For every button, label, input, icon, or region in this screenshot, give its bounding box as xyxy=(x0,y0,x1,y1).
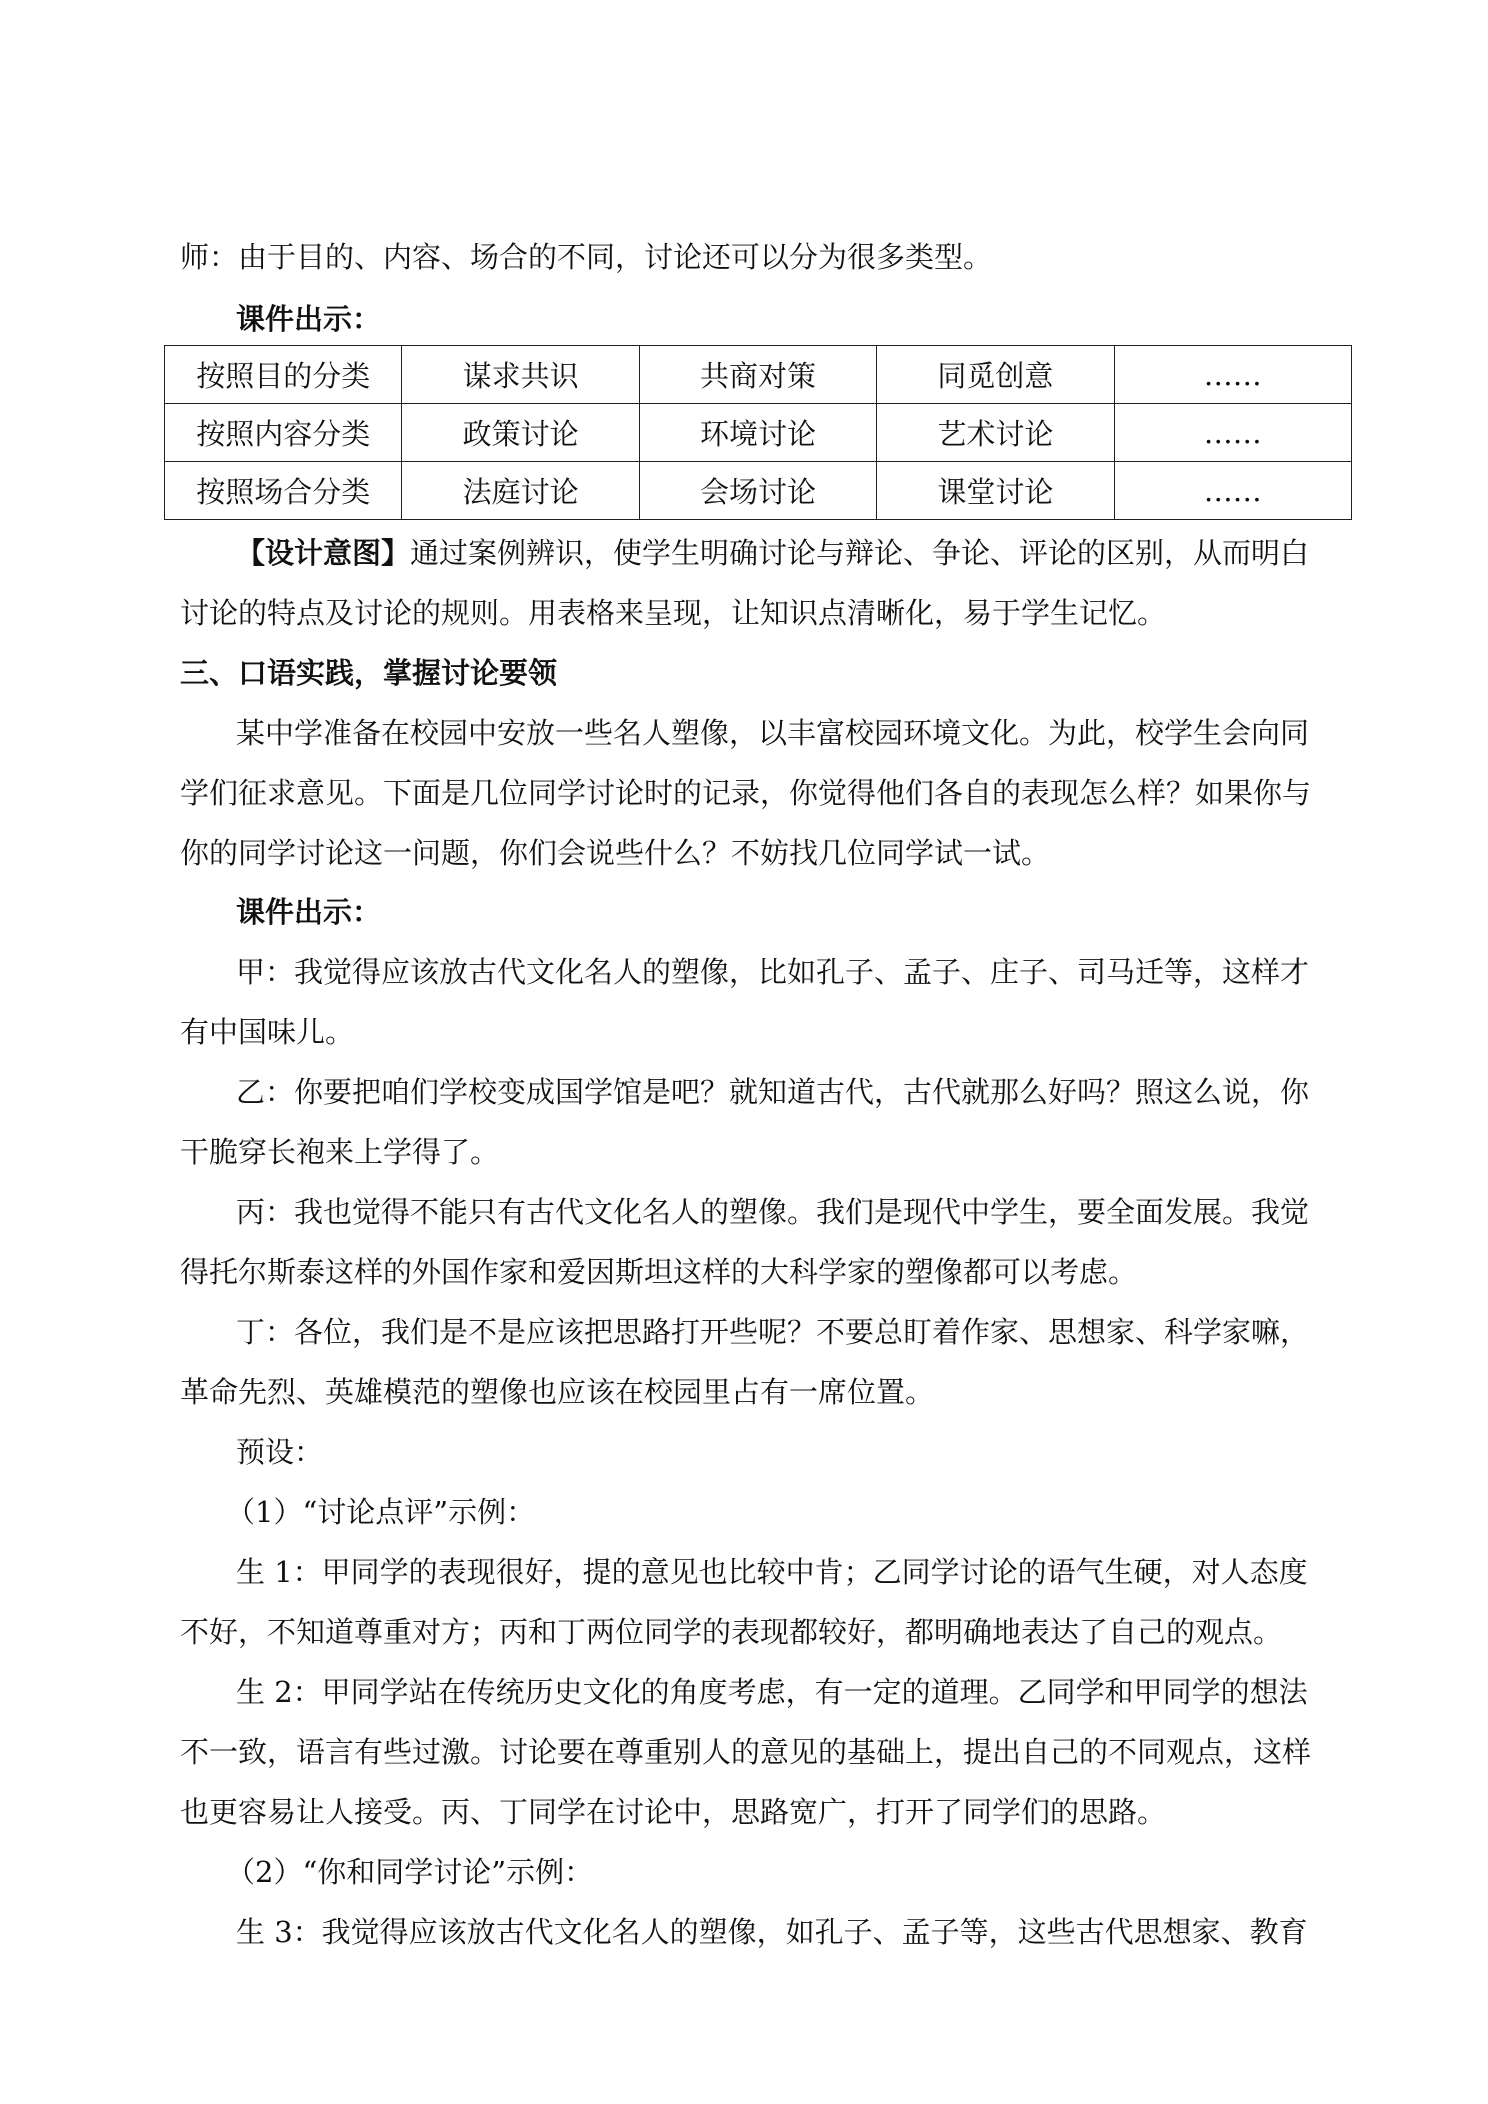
design-intent-text: 通过案例辨识，使学生明确讨论与辩论、争论、评论的区别，从而明白 xyxy=(410,536,1310,570)
paragraph: 革命先烈、英雄模范的塑像也应该在校园里占有一席位置。 xyxy=(180,1375,935,1409)
paragraph: 丙：我也觉得不能只有古代文化名人的塑像。我们是现代中学生，要全面发展。我觉 xyxy=(236,1195,1310,1229)
table-row xyxy=(165,404,1352,462)
table-cell: 艺术讨论 xyxy=(877,404,1114,462)
table-row xyxy=(165,462,1352,520)
table-cell: 同觅创意 xyxy=(877,346,1114,404)
table-cell: 按照目的分类 xyxy=(165,346,402,404)
paragraph: 学们征求意见。下面是几位同学讨论时的记录，你觉得他们各自的表现怎么样？如果你与 xyxy=(180,776,1312,810)
paragraph: 有中国味儿。 xyxy=(180,1015,355,1049)
table-cell: 谋求共识 xyxy=(402,346,639,404)
design-intent-paragraph xyxy=(236,534,1309,572)
table-cell: 法庭讨论 xyxy=(402,462,639,520)
courseware-heading: 课件出示： xyxy=(236,895,382,929)
paragraph: 乙：你要把咱们学校变成国学馆是吧？就知道古代，古代就那么好吗？照这么说，你 xyxy=(236,1075,1310,1109)
paragraph: 干脆穿长袍来上学得了。 xyxy=(180,1135,500,1169)
table-cell: 课堂讨论 xyxy=(877,462,1114,520)
paragraph: 讨论的特点及讨论的规则。用表格来呈现，让知识点清晰化，易于学生记忆。 xyxy=(180,596,1167,630)
classification-table xyxy=(164,345,1352,520)
table-cell: 会场讨论 xyxy=(639,462,876,520)
table-row xyxy=(165,346,1352,404)
design-intent-label: 【设计意图】 xyxy=(236,536,411,570)
table-cell: …… xyxy=(1114,346,1351,404)
paragraph: 你的同学讨论这一问题，你们会说些什么？不妨找几位同学试一试。 xyxy=(180,836,1051,870)
table-cell: 环境讨论 xyxy=(639,404,876,462)
table-cell: …… xyxy=(1114,404,1351,462)
table-cell: 共商对策 xyxy=(639,346,876,404)
table-cell: 按照内容分类 xyxy=(165,404,402,462)
paragraph: 不一致，语言有些过激。讨论要在尊重别人的意见的基础上，提出自己的不同观点，这样 xyxy=(180,1735,1312,1769)
paragraph: 也更容易让人接受。丙、丁同学在讨论中，思路宽广，打开了同学们的思路。 xyxy=(180,1795,1167,1829)
table-cell: …… xyxy=(1114,462,1351,520)
table-cell: 按照场合分类 xyxy=(165,462,402,520)
paragraph: 师：由于目的、内容、场合的不同，讨论还可以分为很多类型。 xyxy=(180,240,993,274)
paragraph: 生 3：我觉得应该放古代文化名人的塑像，如孔子、孟子等，这些古代思想家、教育 xyxy=(236,1915,1308,1949)
table-cell: 政策讨论 xyxy=(402,404,639,462)
courseware-heading: 课件出示： xyxy=(236,302,382,336)
paragraph: 生 1：甲同学的表现很好，提的意见也比较中肯；乙同学讨论的语气生硬，对人态度 xyxy=(236,1555,1308,1589)
paragraph: （2）“你和同学讨论”示例： xyxy=(226,1855,594,1889)
paragraph: 丁：各位，我们是不是应该把思路打开些呢？不要总盯着作家、思想家、科学家嘛， xyxy=(236,1315,1310,1349)
paragraph: 得托尔斯泰这样的外国作家和爱因斯坦这样的大科学家的塑像都可以考虑。 xyxy=(180,1255,1138,1289)
paragraph: 不好，不知道尊重对方；丙和丁两位同学的表现都较好，都明确地表达了自己的观点。 xyxy=(180,1615,1283,1649)
paragraph: 生 2：甲同学站在传统历史文化的角度考虑，有一定的道理。乙同学和甲同学的想法 xyxy=(236,1675,1308,1709)
paragraph: 甲：我觉得应该放古代文化名人的塑像，比如孔子、孟子、庄子、司马迁等，这样才 xyxy=(236,955,1310,989)
section-heading: 三、口语实践，掌握讨论要领 xyxy=(180,656,558,690)
paragraph: 某中学准备在校园中安放一些名人塑像，以丰富校园环境文化。为此，校学生会向同 xyxy=(236,716,1310,750)
paragraph: 预设： xyxy=(236,1435,324,1469)
paragraph: （1）“讨论点评”示例： xyxy=(226,1495,536,1529)
